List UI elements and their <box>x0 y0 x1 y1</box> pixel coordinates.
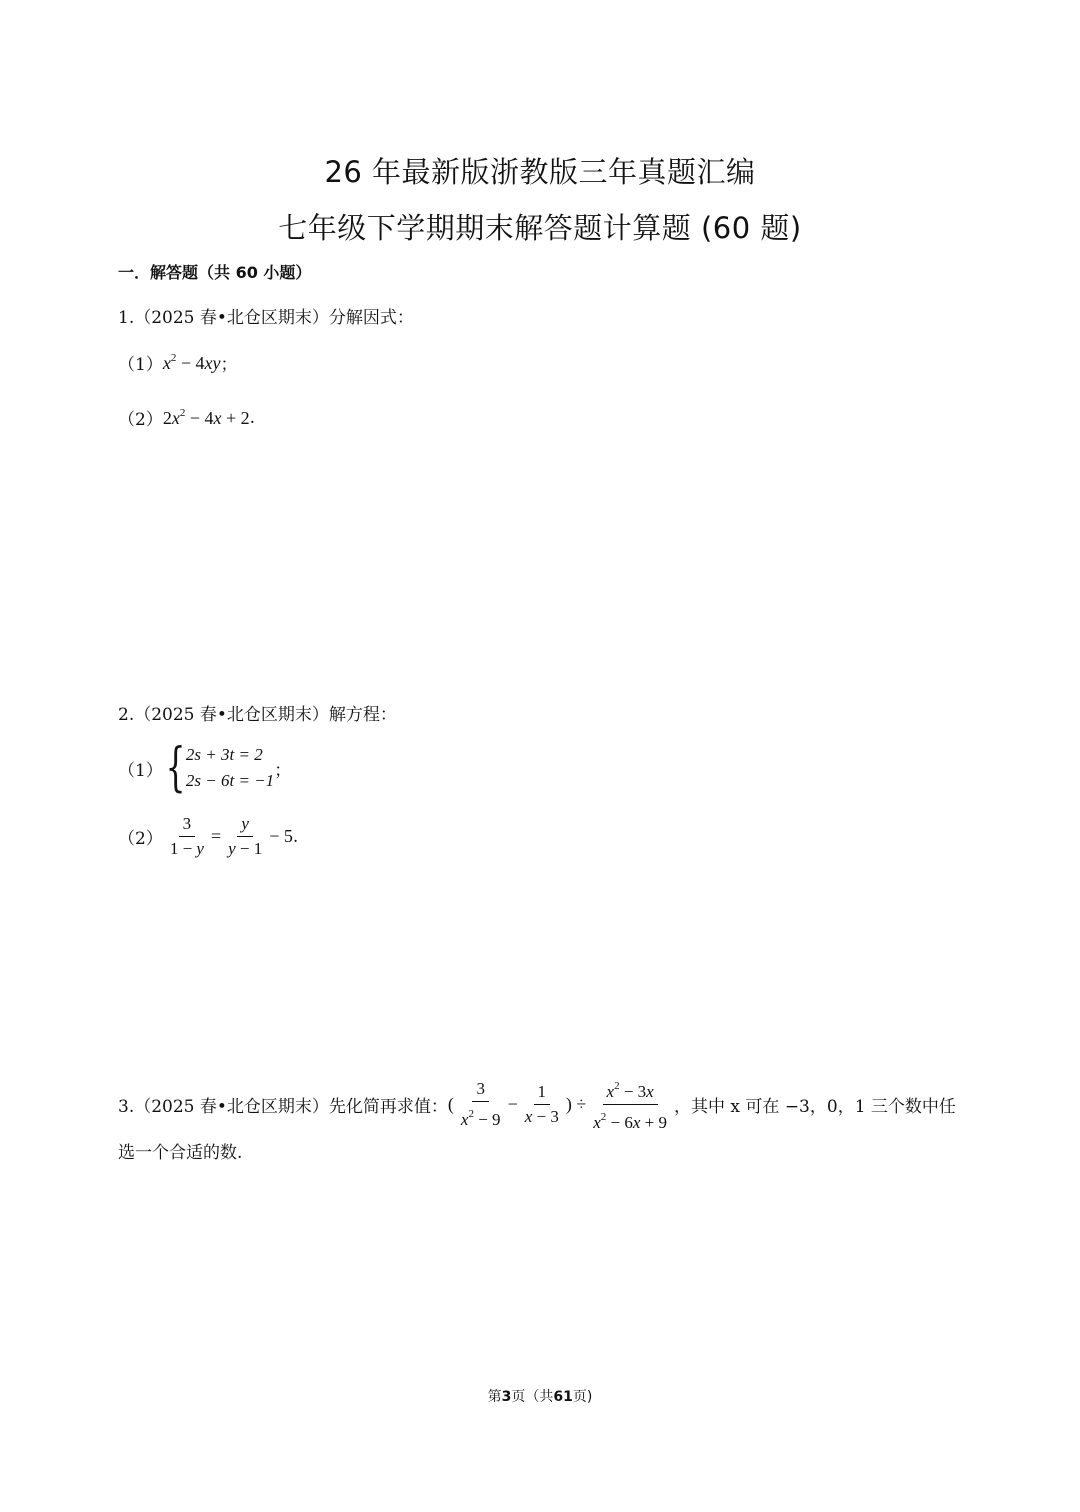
document-title-line1: 26 年最新版浙教版三年真题汇编 <box>324 155 756 189</box>
simplify-expression: ( $\frac{3}{x^2 - 9}$ − $\frac{1}{x - 3}$ ) ÷ $\frac{x^2 - 3x}{x^2 - 6x + 9}$ <box>448 1076 674 1133</box>
page-footer: 第3页（共61页) <box>487 1389 593 1405</box>
equation-1: 2s + 3t = 2 <box>185 745 263 764</box>
part-label: （1） <box>118 355 163 375</box>
part-label: （2） <box>118 829 163 849</box>
current-page-number: 3 <box>501 1389 512 1405</box>
equation-2: 2s − 6t = −1 <box>185 771 275 790</box>
section-heading: 一．解答题（共 60 小题） <box>118 263 312 282</box>
problem-1-part-1 <box>118 350 237 375</box>
document-title-line2: 七年级下学期期末解答题计算题 (60 题) <box>278 211 802 245</box>
problem-3-continuation: 选一个合适的数. <box>118 1143 243 1163</box>
fraction-equation: $\frac{3}{1 - y}$ = $\frac{y}{y - 1}$ − 5 <box>169 814 293 858</box>
equation-system <box>163 738 275 798</box>
expression-2x2-minus-4x-plus-2: $2x^2 - 4x + 2$ <box>162 406 250 428</box>
part-label: （1） <box>118 760 163 781</box>
problem-2-stem: 2.（2025 春•北仓区期末）解方程： <box>118 705 397 725</box>
problem-2-part-1 <box>118 738 292 798</box>
expression-x2-minus-4xy: $x^2 - 4xy$ <box>162 351 221 373</box>
problem-1-stem: 1.（2025 春•北仓区期末）分解因式： <box>118 308 414 328</box>
problem-3-stem: 3.（2025 春•北仓区期末）先化简再求值： <box>118 1097 448 1117</box>
part-label: （2） <box>118 410 163 430</box>
total-pages: 61 <box>553 1389 573 1405</box>
problem-3-condition: ，其中 x 可在 −3，0，1 三个数中任 <box>674 1097 956 1117</box>
part-end: ； <box>220 355 238 375</box>
part-end: . <box>249 407 256 428</box>
problem-2-part-2 <box>118 814 298 859</box>
problem-3-line <box>118 1076 956 1133</box>
left-brace: { <box>165 738 186 798</box>
part-end: ； <box>274 760 292 781</box>
part-end: . <box>292 826 299 847</box>
problem-1-part-2 <box>118 405 255 430</box>
